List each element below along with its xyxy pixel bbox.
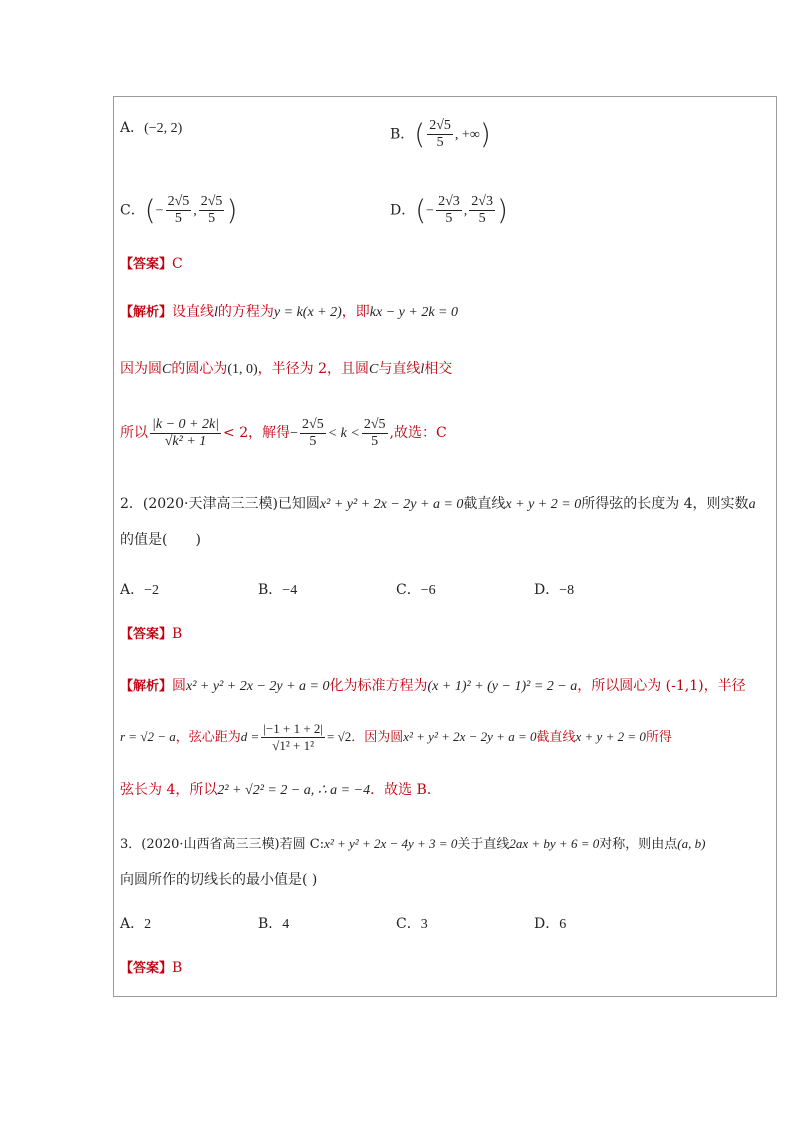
text: 的值是( ) [120, 532, 201, 548]
equation: 2ax + by + 6 = 0 [509, 836, 600, 851]
option-label: B． [258, 916, 283, 932]
denominator: √k² + 1 [164, 433, 207, 449]
fraction [362, 417, 388, 450]
option-label: D． [534, 916, 560, 932]
text: < 2，解得 [223, 425, 291, 441]
q3-option-a [120, 914, 151, 935]
option-value: (−2, 2) [144, 121, 183, 136]
option-value: 6 [559, 917, 567, 932]
q3-option-b [258, 914, 289, 935]
fraction [166, 194, 192, 227]
fraction [300, 417, 326, 450]
denominator: 5 [445, 211, 453, 226]
text: 3．(2020·山西省高三三模)若圆 C: [120, 837, 325, 852]
option-label: C． [396, 916, 421, 932]
q2-stem-line2 [120, 530, 201, 550]
text: ，弦心距为 [175, 730, 241, 745]
text: 圆 [172, 678, 187, 694]
numerator: |−1 + 1 + 2| [263, 721, 323, 736]
equation: x² + y² + 2x − 4y + 3 = 0 [324, 836, 458, 851]
option-label: C． [120, 202, 145, 219]
q1-option-a [120, 118, 182, 139]
option-label: B． [258, 582, 283, 598]
denominator: 5 [174, 211, 182, 226]
text: 相交 [424, 361, 453, 377]
option-label: B． [390, 126, 415, 143]
q3-stem-line1 [120, 834, 705, 855]
equation: x² + y² + 2x − 2y + a = 0 [403, 729, 537, 744]
q2-analysis-line1 [120, 676, 746, 697]
q1-option-b: B．( $\frac{2√5}{5}$ , +∞) [390, 117, 491, 151]
equation: 2² + √2² = 2 − a, ∴ a = −4 [217, 783, 371, 798]
option-value: 3 [420, 917, 428, 932]
text: 关于直线 [457, 837, 510, 852]
denominator: 5 [436, 135, 444, 150]
text: ，半径为 2，且圆 [257, 361, 370, 377]
text: 与直线 [378, 361, 421, 377]
q1-answer [120, 254, 183, 275]
text: 的方程为 [217, 304, 274, 320]
q1-analysis-line2 [120, 359, 452, 380]
q2-stem-line1 [120, 494, 756, 515]
equation: r = √2 − a [120, 729, 176, 744]
q1-analysis-line3: 所以 $\frac{|k - 0 + 2k|}{\text{√k² + 1}}$ < 2，解得− $\frac{2√5}{5}$ < k < $\frac{2√5}{5}$ ,故选：C [120, 416, 447, 449]
fraction [469, 194, 495, 227]
q2-option-a [120, 580, 159, 601]
fraction [150, 417, 221, 450]
answer-value: B [172, 960, 183, 976]
numerator: 2√5 [200, 194, 223, 209]
text: 向圆所作的切线长的最小值是( ) [120, 872, 318, 888]
math: l [420, 362, 425, 377]
q2-option-d [534, 580, 574, 601]
numerator: 2√5 [363, 416, 386, 432]
option-label: A． [120, 120, 145, 136]
option-value: 4 [282, 917, 290, 932]
option-label: D． [390, 202, 416, 219]
text: ．因为圆 [351, 730, 404, 745]
math: C [162, 362, 172, 377]
text: 截直线 [463, 496, 506, 512]
equation: x² + y² + 2x − 2y + a = 0 [186, 679, 330, 694]
q3-option-c [396, 914, 428, 935]
math: d = [240, 729, 260, 744]
numerator: 2√5 [167, 194, 190, 209]
text: 所得 [645, 730, 672, 745]
numerator: 2√3 [438, 194, 460, 209]
text: 设直线 [172, 304, 215, 320]
text: 所得弦的长度为 4，则实数 [581, 496, 749, 512]
denominator: √1² + 1² [272, 738, 315, 753]
option-value: −2 [144, 583, 160, 598]
denominator: 5 [371, 433, 379, 449]
math: (1, 0) [227, 362, 258, 377]
option-rest: , +∞ [454, 127, 480, 143]
text: 所以 [120, 425, 148, 441]
q2-answer [120, 624, 182, 645]
math: < k < [327, 426, 360, 441]
option-value: 2 [144, 917, 152, 932]
analysis-tag: 【解析】 [120, 679, 173, 694]
fraction [436, 194, 462, 227]
text: 的圆心为 [171, 361, 228, 377]
equation: kx − y + 2k = 0 [369, 305, 458, 320]
math: a [748, 497, 756, 512]
q2-analysis-line3 [120, 780, 441, 801]
numerator: 2√5 [302, 416, 324, 432]
equation: y = k(x + 2) [273, 305, 342, 320]
option-value: −6 [420, 583, 436, 598]
q2-option-b [258, 580, 297, 601]
text: ．故选 B． [370, 782, 441, 798]
option-label: A． [120, 916, 145, 932]
answer-value: C [172, 256, 183, 272]
math: (a, b) [677, 836, 706, 851]
denominator: 5 [478, 211, 486, 226]
q2-analysis-line2 [120, 716, 672, 759]
option-label: A． [120, 582, 145, 598]
q2-option-c [396, 580, 436, 601]
answer-value: B [172, 626, 183, 642]
math: l [214, 305, 218, 320]
q3-answer [120, 958, 182, 979]
q3-stem-line2 [120, 870, 317, 890]
option-value: −4 [282, 583, 298, 598]
equation: x + y + 2 = 0 [575, 729, 646, 744]
numerator: 2√3 [471, 194, 493, 209]
analysis-tag: 【解析】 [120, 305, 173, 320]
answer-tag: 【答案】 [120, 257, 173, 272]
q1-option-c: C．(− $\frac{2√5}{5}$ , $\frac{2√5}{5}$ ) [120, 193, 238, 227]
text: 截直线 [536, 730, 576, 745]
text: 弦长为 4，所以 [120, 782, 218, 798]
q1-analysis-line1 [120, 302, 458, 323]
numerator: |k − 0 + 2k| [152, 416, 220, 432]
q1-option-d: D．(− $\frac{2√3}{5}$ , $\frac{2√3}{5}$ ) [390, 193, 508, 227]
equation: x² + y² + 2x − 2y + a = 0 [319, 497, 464, 512]
content-frame [113, 96, 777, 997]
text: ，即 [341, 304, 370, 320]
q3-option-d [534, 914, 566, 935]
text: ,故选：C [389, 425, 447, 441]
equation: (x + 1)² + (y − 1)² = 2 − a [427, 679, 578, 694]
math: = √2 [327, 729, 352, 744]
answer-tag: 【答案】 [120, 961, 173, 976]
text: 化为标准方程为 [329, 678, 428, 694]
answer-tag: 【答案】 [120, 627, 173, 642]
option-label: D． [534, 582, 560, 598]
text: ，所以圆心为 (-1,1)，半径 [577, 678, 746, 694]
option-label: C． [396, 582, 421, 598]
equation: x + y + 2 = 0 [505, 497, 582, 512]
text: 对称，则由点 [599, 837, 678, 852]
option-value: −8 [559, 583, 575, 598]
fraction [427, 118, 453, 151]
fraction [261, 721, 325, 754]
fraction [199, 194, 225, 227]
numerator: 2√5 [429, 118, 451, 133]
math: C [369, 362, 379, 377]
denominator: 5 [208, 211, 216, 226]
text: 2．(2020·天津高三三模)已知圆 [120, 496, 320, 512]
denominator: 5 [309, 433, 317, 449]
text: 因为圆 [120, 361, 162, 377]
